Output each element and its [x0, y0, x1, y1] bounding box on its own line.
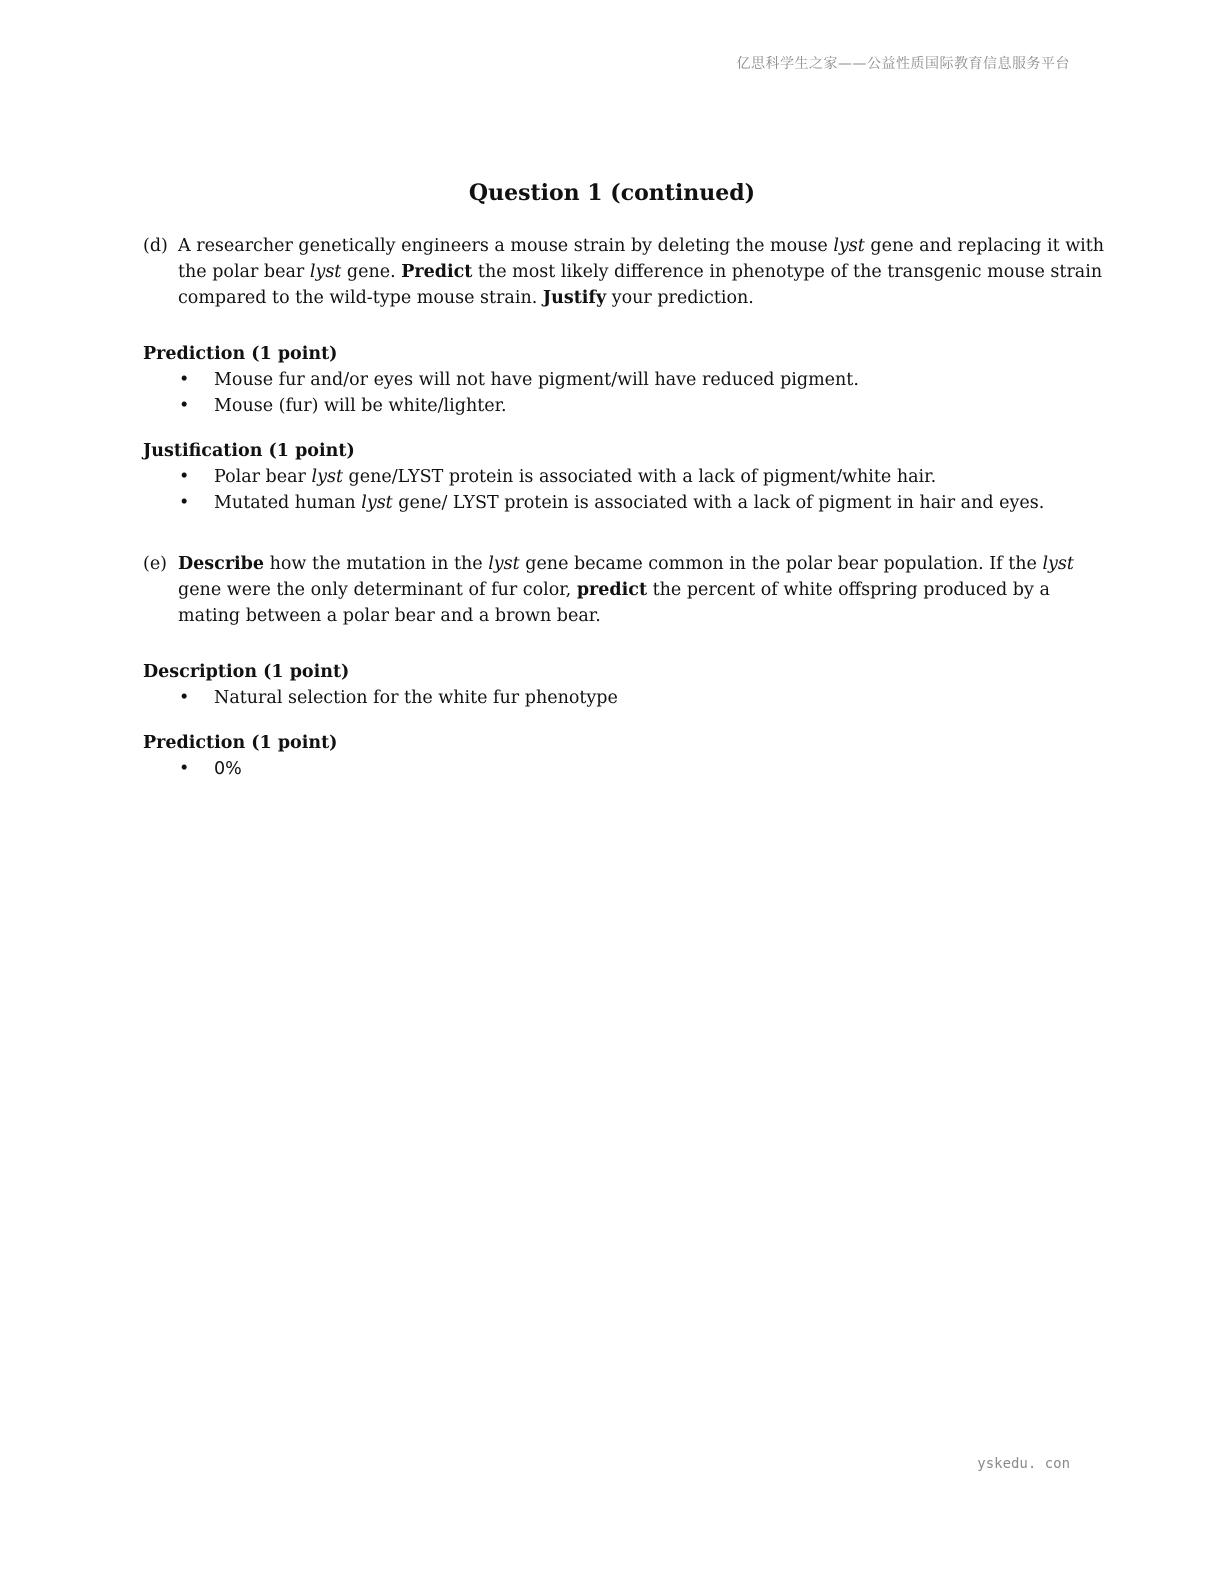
- list-item: • Polar bear lyst gene/LYST protein is associated with a lack of pigment/white hair.: [143, 464, 1105, 490]
- bullet-icon: •: [179, 370, 190, 390]
- bullet-icon: •: [179, 493, 190, 513]
- prediction-d-heading: Prediction (1 point): [143, 344, 338, 364]
- part-e: [143, 551, 1105, 629]
- footer-watermark: yskedu. con: [977, 1456, 1070, 1472]
- prediction-e-heading: Prediction (1 point): [143, 733, 338, 753]
- bullet-icon: •: [179, 396, 190, 416]
- list-item: • Mouse fur and/or eyes will not have pigment/will have reduced pigment.: [143, 367, 1105, 393]
- list-item: • 0%: [143, 756, 1105, 782]
- part-d-label: (d): [143, 236, 168, 256]
- part-d: [143, 233, 1105, 311]
- page-title: Question 1 (continued): [468, 180, 756, 206]
- list-item: • Natural selection for the white fur phenotype: [143, 685, 1105, 711]
- bullet-icon: •: [179, 467, 190, 487]
- list-item: • Mouse (fur) will be white/lighter.: [143, 393, 1105, 419]
- description-e-list: [143, 685, 1105, 711]
- prediction-d-list: [143, 367, 1105, 419]
- justification-d-list: [143, 464, 1105, 516]
- description-e-heading: Description (1 point): [143, 662, 350, 682]
- list-item: • Mutated human lyst gene/ LYST protein is associated with a lack of pigment in hair and eyes.: [143, 490, 1105, 516]
- bullet-icon: •: [179, 688, 190, 708]
- prediction-e-list: [143, 756, 1105, 782]
- justification-d-heading: Justification (1 point): [143, 441, 355, 461]
- bullet-icon: •: [179, 759, 190, 779]
- part-e-text: Describe how the mutation in the lyst gene became common in the polar bear population. If the lyst gene were the only determinant of fur color, predict the percent of white offspring produced by a mating between a polar bear and a brown bear.: [178, 554, 1074, 626]
- header-watermark: 亿思科学生之家——公益性质国际教育信息服务平台: [736, 56, 1070, 72]
- question-content: [143, 233, 1105, 782]
- part-d-text: A researcher genetically engineers a mouse strain by deleting the mouse lyst gene and replacing it with the polar bear lyst gene. Predict the most likely difference in phenotype of the transgenic mouse strain compared to the wild-type mouse strain. Justify your prediction.: [178, 236, 1105, 308]
- part-e-label: (e): [143, 554, 168, 574]
